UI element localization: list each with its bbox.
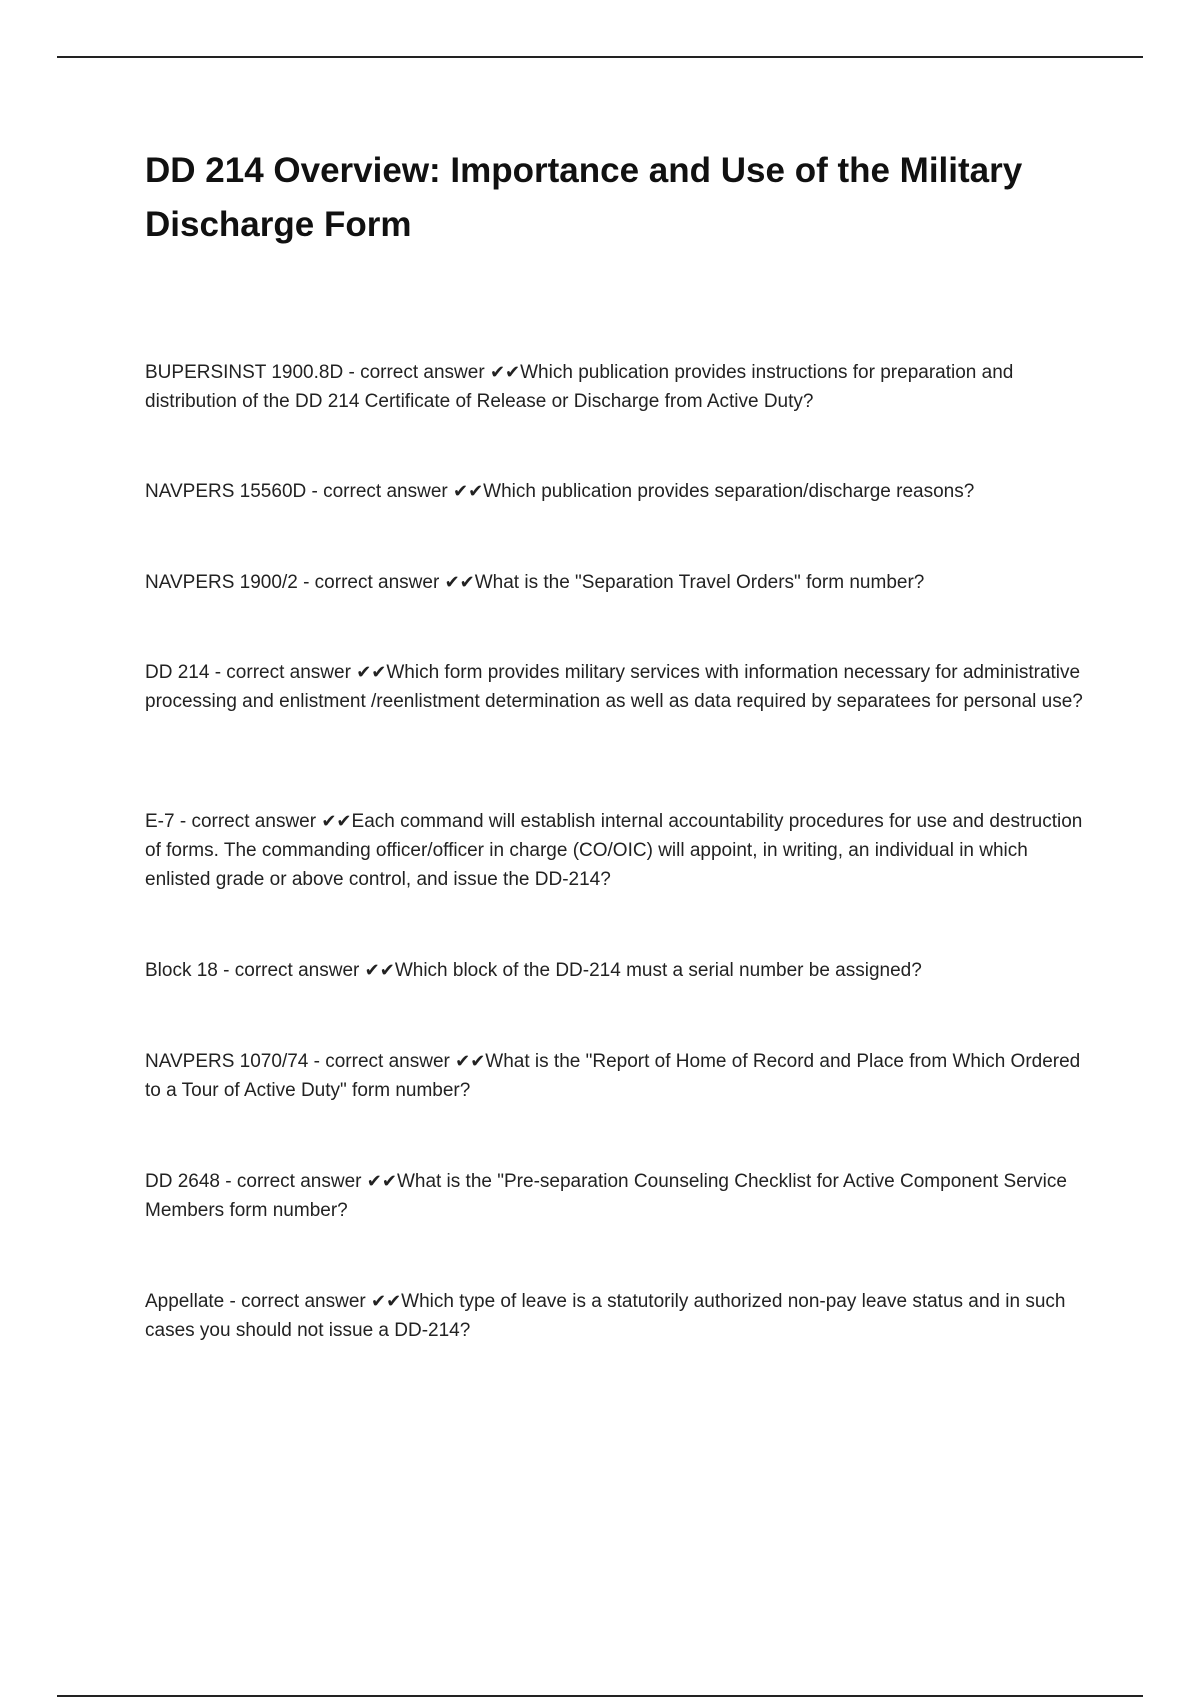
double-check-icon: ✔✔ [364,960,395,981]
qa-term: DD 214 [145,662,210,683]
qa-item [145,658,1095,716]
qa-term: DD 2648 [145,1171,220,1192]
qa-item [145,477,1095,506]
qa-term: NAVPERS 15560D [145,481,307,502]
top-divider [57,56,1143,58]
double-check-icon: ✔✔ [356,662,387,683]
qa-question: Which publication provides separation/discharge reasons? [483,481,975,502]
qa-label: - correct answer [220,1171,367,1192]
qa-label: - correct answer [209,662,357,683]
double-check-icon: ✔✔ [453,481,484,502]
qa-term: Block 18 [145,960,218,981]
qa-question: What is the "Separation Travel Orders" form number? [474,572,925,593]
qa-question: Each command will establish internal accountability procedures for use and destruction of forms. The commanding officer/officer in charge (CO/OIC) will appoint, in writing, an individual in which enlisted grade or above control, and issue the DD-214? [145,811,1083,890]
qa-term: NAVPERS 1900/2 [145,572,298,593]
qa-question: What is the "Report of Home of Record and Place from Which Ordered to a Tour of Active Duty" form number? [145,1051,1081,1101]
qa-question: What is the "Pre-separation Counseling Checklist for Active Component Service Members form number? [145,1171,1067,1221]
qa-item [145,956,1095,985]
qa-label: - correct answer [174,811,322,832]
qa-question: Which type of leave is a statutorily authorized non-pay leave status and in such cases you should not issue a DD-214? [145,1291,1066,1341]
qa-label: - correct answer [297,572,445,593]
qa-item [145,568,1095,597]
qa-label: - correct answer [224,1291,371,1312]
qa-item [145,1167,1095,1225]
qa-term: BUPERSINST 1900.8D [145,362,344,383]
qa-label: - correct answer [306,481,453,502]
double-check-icon: ✔✔ [444,572,475,593]
qa-term: NAVPERS 1070/74 [145,1051,309,1072]
double-check-icon: ✔✔ [366,1171,397,1192]
qa-term: E-7 [145,811,175,832]
qa-question: Which publication provides instructions for preparation and distribution of the DD 214 Certificate of Release or Discharge from Active Duty? [145,362,1014,412]
double-check-icon: ✔✔ [371,1291,402,1312]
qa-item [145,358,1095,416]
page-title: DD 214 Overview: Importance and Use of the Military Discharge Form [145,151,1023,244]
qa-label: - correct answer [343,362,490,383]
qa-question: Which form provides military services with information necessary for administrative processing and enlistment /reenlistment determination as well as data required by separatees for personal use? [145,662,1083,712]
qa-item [145,807,1095,894]
qa-item [145,1287,1095,1345]
qa-item [145,1047,1095,1105]
double-check-icon: ✔✔ [321,811,352,832]
qa-label: - correct answer [308,1051,456,1072]
qa-label: - correct answer [217,960,365,981]
qa-question: Which block of the DD-214 must a serial number be assigned? [394,960,922,981]
bottom-divider [57,1695,1143,1697]
qa-term: Appellate [145,1291,225,1312]
double-check-icon: ✔✔ [455,1051,486,1072]
double-check-icon: ✔✔ [489,362,521,383]
